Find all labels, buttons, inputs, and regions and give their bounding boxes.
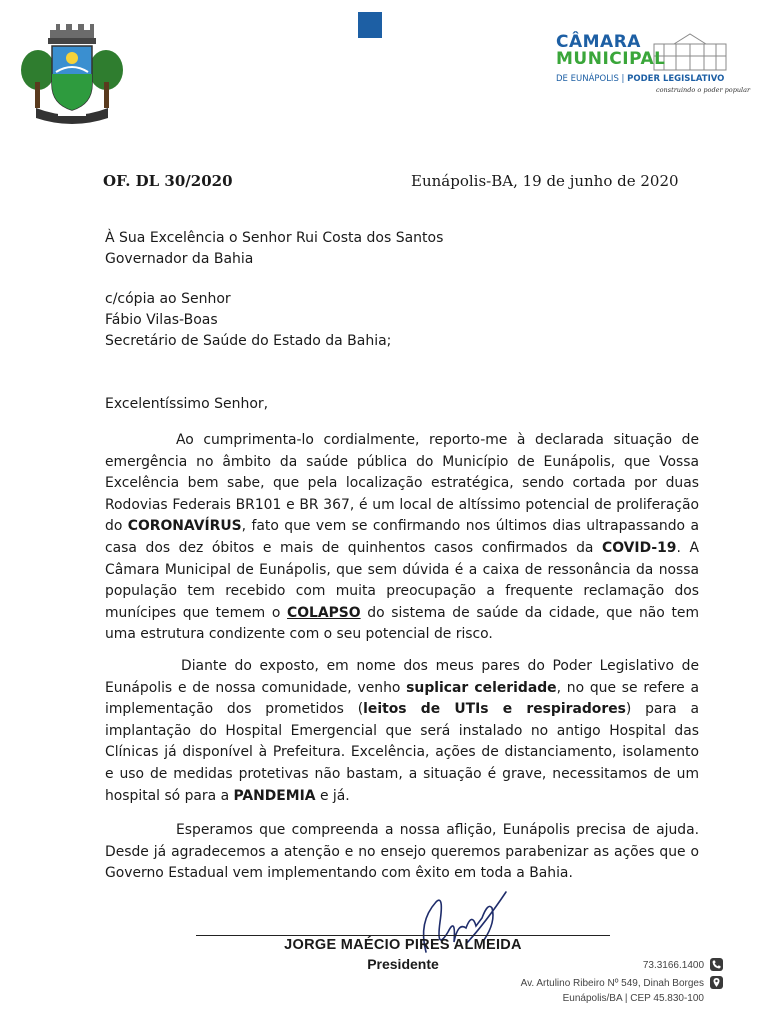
camara-city: DE EUNÁPOLIS <box>556 74 619 84</box>
p2-text: e já. <box>315 787 350 804</box>
camara-power: PODER LEGISLATIVO <box>627 74 725 84</box>
camara-municipal-logo <box>552 32 751 100</box>
body-paragraph-2 <box>105 656 699 807</box>
camara-subtitle: DE EUNÁPOLIS | PODER LEGISLATIVO <box>556 74 725 84</box>
addressee-line: Governador da Bahia <box>105 251 254 267</box>
p2-text: ) para a implantação do Hospital Emergencial que será instalado no antigo Hospital das Clínicas já disponível à Prefeitura. Excelência, ações de distanciamento, isolamento e uso de medidas protetivas não bastam, a situação é grave, necessitamos de um hospital só para a <box>105 701 699 804</box>
salutation: Excelentíssimo Senhor, <box>105 396 269 412</box>
municipal-crest-logo <box>20 22 124 128</box>
map-pin-icon <box>710 976 723 989</box>
p1-emphasis: COLAPSO <box>287 604 361 621</box>
office-reference: OF. DL 30/2020 <box>103 172 233 190</box>
footer-address <box>521 977 723 990</box>
footer-phone-text: 73.3166.1400 <box>642 960 704 972</box>
copy-line: c/cópia ao Senhor <box>105 291 231 307</box>
p2-text: Diante do exposto, em nome dos meus pares do Poder Legislativo de Eunápolis e de nossa comunidade, venho <box>105 658 699 696</box>
camara-title-line1: CÂMARA <box>556 32 641 52</box>
footer-phone <box>643 959 723 972</box>
signer-name: JORGE MAÉCIO PIRES ALMEIDA <box>284 937 522 953</box>
phone-icon <box>710 958 723 971</box>
p1-text: Ao cumprimenta-lo cordialmente, reporto-me à declarada situação de emergência no âmbito da saúde pública do Município de Eunápolis, que Vossa Excelência bem sabe, que pela localização estratégica, sendo cortada por duas Rodovias Federais BR101 e BR 367, é um local de altíssimo potencial de proliferação do <box>105 432 699 535</box>
body-paragraph-1 <box>105 430 699 646</box>
p1-emphasis: COVID-19 <box>602 539 677 556</box>
p2-emphasis: leitos de UTIs e respiradores <box>363 701 626 718</box>
p1-text: do sistema de saúde da cidade, que não tem uma estrutura condizente com o seu potencial de risco. <box>105 604 699 643</box>
p2-emphasis: suplicar celeridade <box>406 679 557 696</box>
camara-motto: construindo o poder popular <box>656 86 751 94</box>
camara-title-line2: MUNICIPAL <box>556 49 666 69</box>
p3-text: Esperamos que compreenda a nossa aflição, Eunápolis precisa de ajuda. Desde já agradecemos a atenção e no ensejo queremos parabenizar as ações que o Governo Estadual vem implementando com êxito em toda a Bahia. <box>105 822 699 882</box>
place-date: Eunápolis-BA, 19 de junho de 2020 <box>411 172 679 190</box>
signer-role: Presidente <box>367 956 439 972</box>
copy-block <box>105 289 585 352</box>
p2-text: , no que se refere a implementação dos prometidos ( <box>105 679 699 718</box>
footer-city <box>563 993 723 1004</box>
p1-text: , fato que vem se confirmando nos últimos dias ultrapassando a casa dos dez óbitos e mais de quinhentos casos confirmados da <box>105 518 699 556</box>
addressee-block <box>105 228 585 270</box>
p1-emphasis: CORONAVÍRUS <box>127 518 242 535</box>
footer-address-text: Av. Artulino Ribeiro Nº 549, Dinah Borges <box>520 978 704 990</box>
addressee-line: À Sua Excelência o Senhor Rui Costa dos Santos <box>105 230 444 246</box>
p1-text: . A Câmara Municipal de Eunápolis, que sem dúvida é a caixa de ressonância da nossa população tem recebido com muita preocupação a frequente reclamação dos munícipes que temem o <box>105 539 699 621</box>
p2-emphasis: PANDEMIA <box>233 787 316 804</box>
copy-line: Secretário de Saúde do Estado da Bahia; <box>105 333 392 349</box>
header-blue-mark <box>358 12 382 38</box>
footer-city-text: Eunápolis/BA | CEP 45.830-100 <box>562 993 704 1004</box>
body-paragraph-3 <box>105 820 699 885</box>
copy-line: Fábio Vilas-Boas <box>105 312 218 328</box>
signature-line <box>196 935 610 936</box>
